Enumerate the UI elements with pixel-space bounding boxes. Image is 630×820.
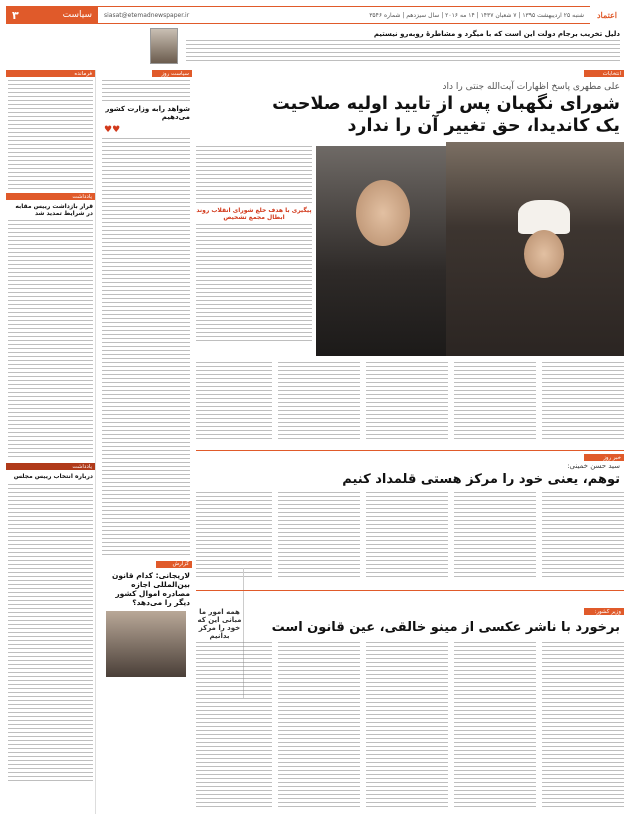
divider-2 xyxy=(196,590,624,591)
main-subtitle: علی مطهری پاسخ اظهارات آیت‌الله جنتی را داد xyxy=(442,82,620,92)
second-col-2 xyxy=(454,492,536,580)
photo-motahari xyxy=(316,146,448,356)
second-col-5 xyxy=(196,492,272,580)
side-body-2 xyxy=(196,224,312,344)
third-col-4 xyxy=(278,642,360,810)
third-story xyxy=(196,608,624,814)
third-col-3 xyxy=(366,642,448,810)
middle-column xyxy=(100,70,192,814)
header-info xyxy=(98,6,590,24)
top-photo xyxy=(150,28,178,64)
second-col-4 xyxy=(278,492,360,580)
second-subtitle: سید حسن خمینی: xyxy=(567,462,620,470)
main-headline-line-2: یک کاندیدا، حق تغییر آن را ندارد xyxy=(347,115,620,136)
section-label: سیاست xyxy=(62,10,92,20)
site-email[interactable]: siasat@etemadnewspaper.ir xyxy=(104,11,190,19)
left-title-3[interactable]: درباره انتخاب رییس مجلس xyxy=(13,473,93,481)
photo-jannati xyxy=(446,142,624,356)
main-headline-line-1: شورای نگهبان پس از تایید اولیه صلاحیت xyxy=(272,94,620,114)
issue-line: شنبه ۲۵ اردیبهشت ۱۳۹۵ | ۷ شعبان ۱۴۳۷ | ۱۴ مه ۲۰۱۶ | سال سیزدهم | شماره ۳۵۴۶ xyxy=(369,11,584,19)
mid-kicker-2: گزارش xyxy=(156,561,192,568)
newspaper-logo: اعتماد xyxy=(596,10,618,20)
top-body-text xyxy=(186,40,620,62)
left-column xyxy=(6,70,96,814)
top-headline[interactable]: دلیل تخریب برجام دولت این است که با میگرد و مشاطرهٔ روبه‌رو نیستیم xyxy=(373,30,620,38)
main-col-2 xyxy=(454,362,536,442)
side-body xyxy=(196,146,312,204)
second-col-3 xyxy=(366,492,448,580)
mid-body xyxy=(102,138,190,558)
mid-title[interactable]: شواهد رابه وزارت کشور می‌دهیم xyxy=(105,105,190,122)
left-body-2 xyxy=(8,220,93,460)
side-quote-red: پیگیری با هدف خلع شورای انقلاب روند ابطال مجمع تشخیص xyxy=(196,207,312,221)
top-strip xyxy=(6,28,624,66)
main-col-3 xyxy=(366,362,448,442)
second-story xyxy=(196,454,624,584)
heart-icon: ♥♥ xyxy=(104,124,121,135)
left-title-2[interactable]: قرار بازداشت رییس مقابه در شرایط تمدید شد xyxy=(15,203,93,218)
mid-intro-text xyxy=(102,80,190,102)
main-headline[interactable] xyxy=(256,94,620,138)
left-kicker-3: یادداشت xyxy=(6,463,95,470)
second-kicker: خبر روز xyxy=(584,454,624,461)
main-col-1 xyxy=(542,362,624,442)
left-body-3 xyxy=(8,484,93,784)
third-headline[interactable]: برخورد با ناشر عکسی از مینو خالقی، عین قانون است xyxy=(271,620,620,635)
page-header xyxy=(6,6,624,24)
section-banner xyxy=(6,6,98,24)
main-col-4 xyxy=(278,362,360,442)
second-col-1 xyxy=(542,492,624,580)
mid-kicker: سیاست روز xyxy=(152,70,192,77)
main-area xyxy=(196,70,624,814)
third-col-2 xyxy=(454,642,536,810)
second-headline[interactable]: توهم، یعنی خود را مرکز هستی قلمداد کنیم xyxy=(342,472,620,487)
left-kicker: فرمانده xyxy=(6,70,95,77)
third-kicker: وزیر کشور: xyxy=(584,608,624,615)
mid-photo xyxy=(106,611,186,677)
divider-1 xyxy=(196,450,624,451)
pull-quote: همه امور ما مبانی این که خود را مرکز بدانیم xyxy=(196,568,244,698)
page-number: ۳ xyxy=(12,8,19,22)
mid-box-title[interactable]: لاریجانی: کدام قانون بین‌المللی اجازه مصادره اموال کشور دیگر را می‌دهد؟ xyxy=(112,570,190,607)
main-col-5 xyxy=(196,362,272,442)
main-kicker: انتخابات xyxy=(584,70,624,77)
third-col-1 xyxy=(542,642,624,810)
third-col-5 xyxy=(196,642,272,810)
left-body-1 xyxy=(8,80,93,190)
side-quote xyxy=(196,146,312,344)
main-body-columns xyxy=(196,362,624,442)
left-kicker-2: یادداشت xyxy=(6,193,95,200)
